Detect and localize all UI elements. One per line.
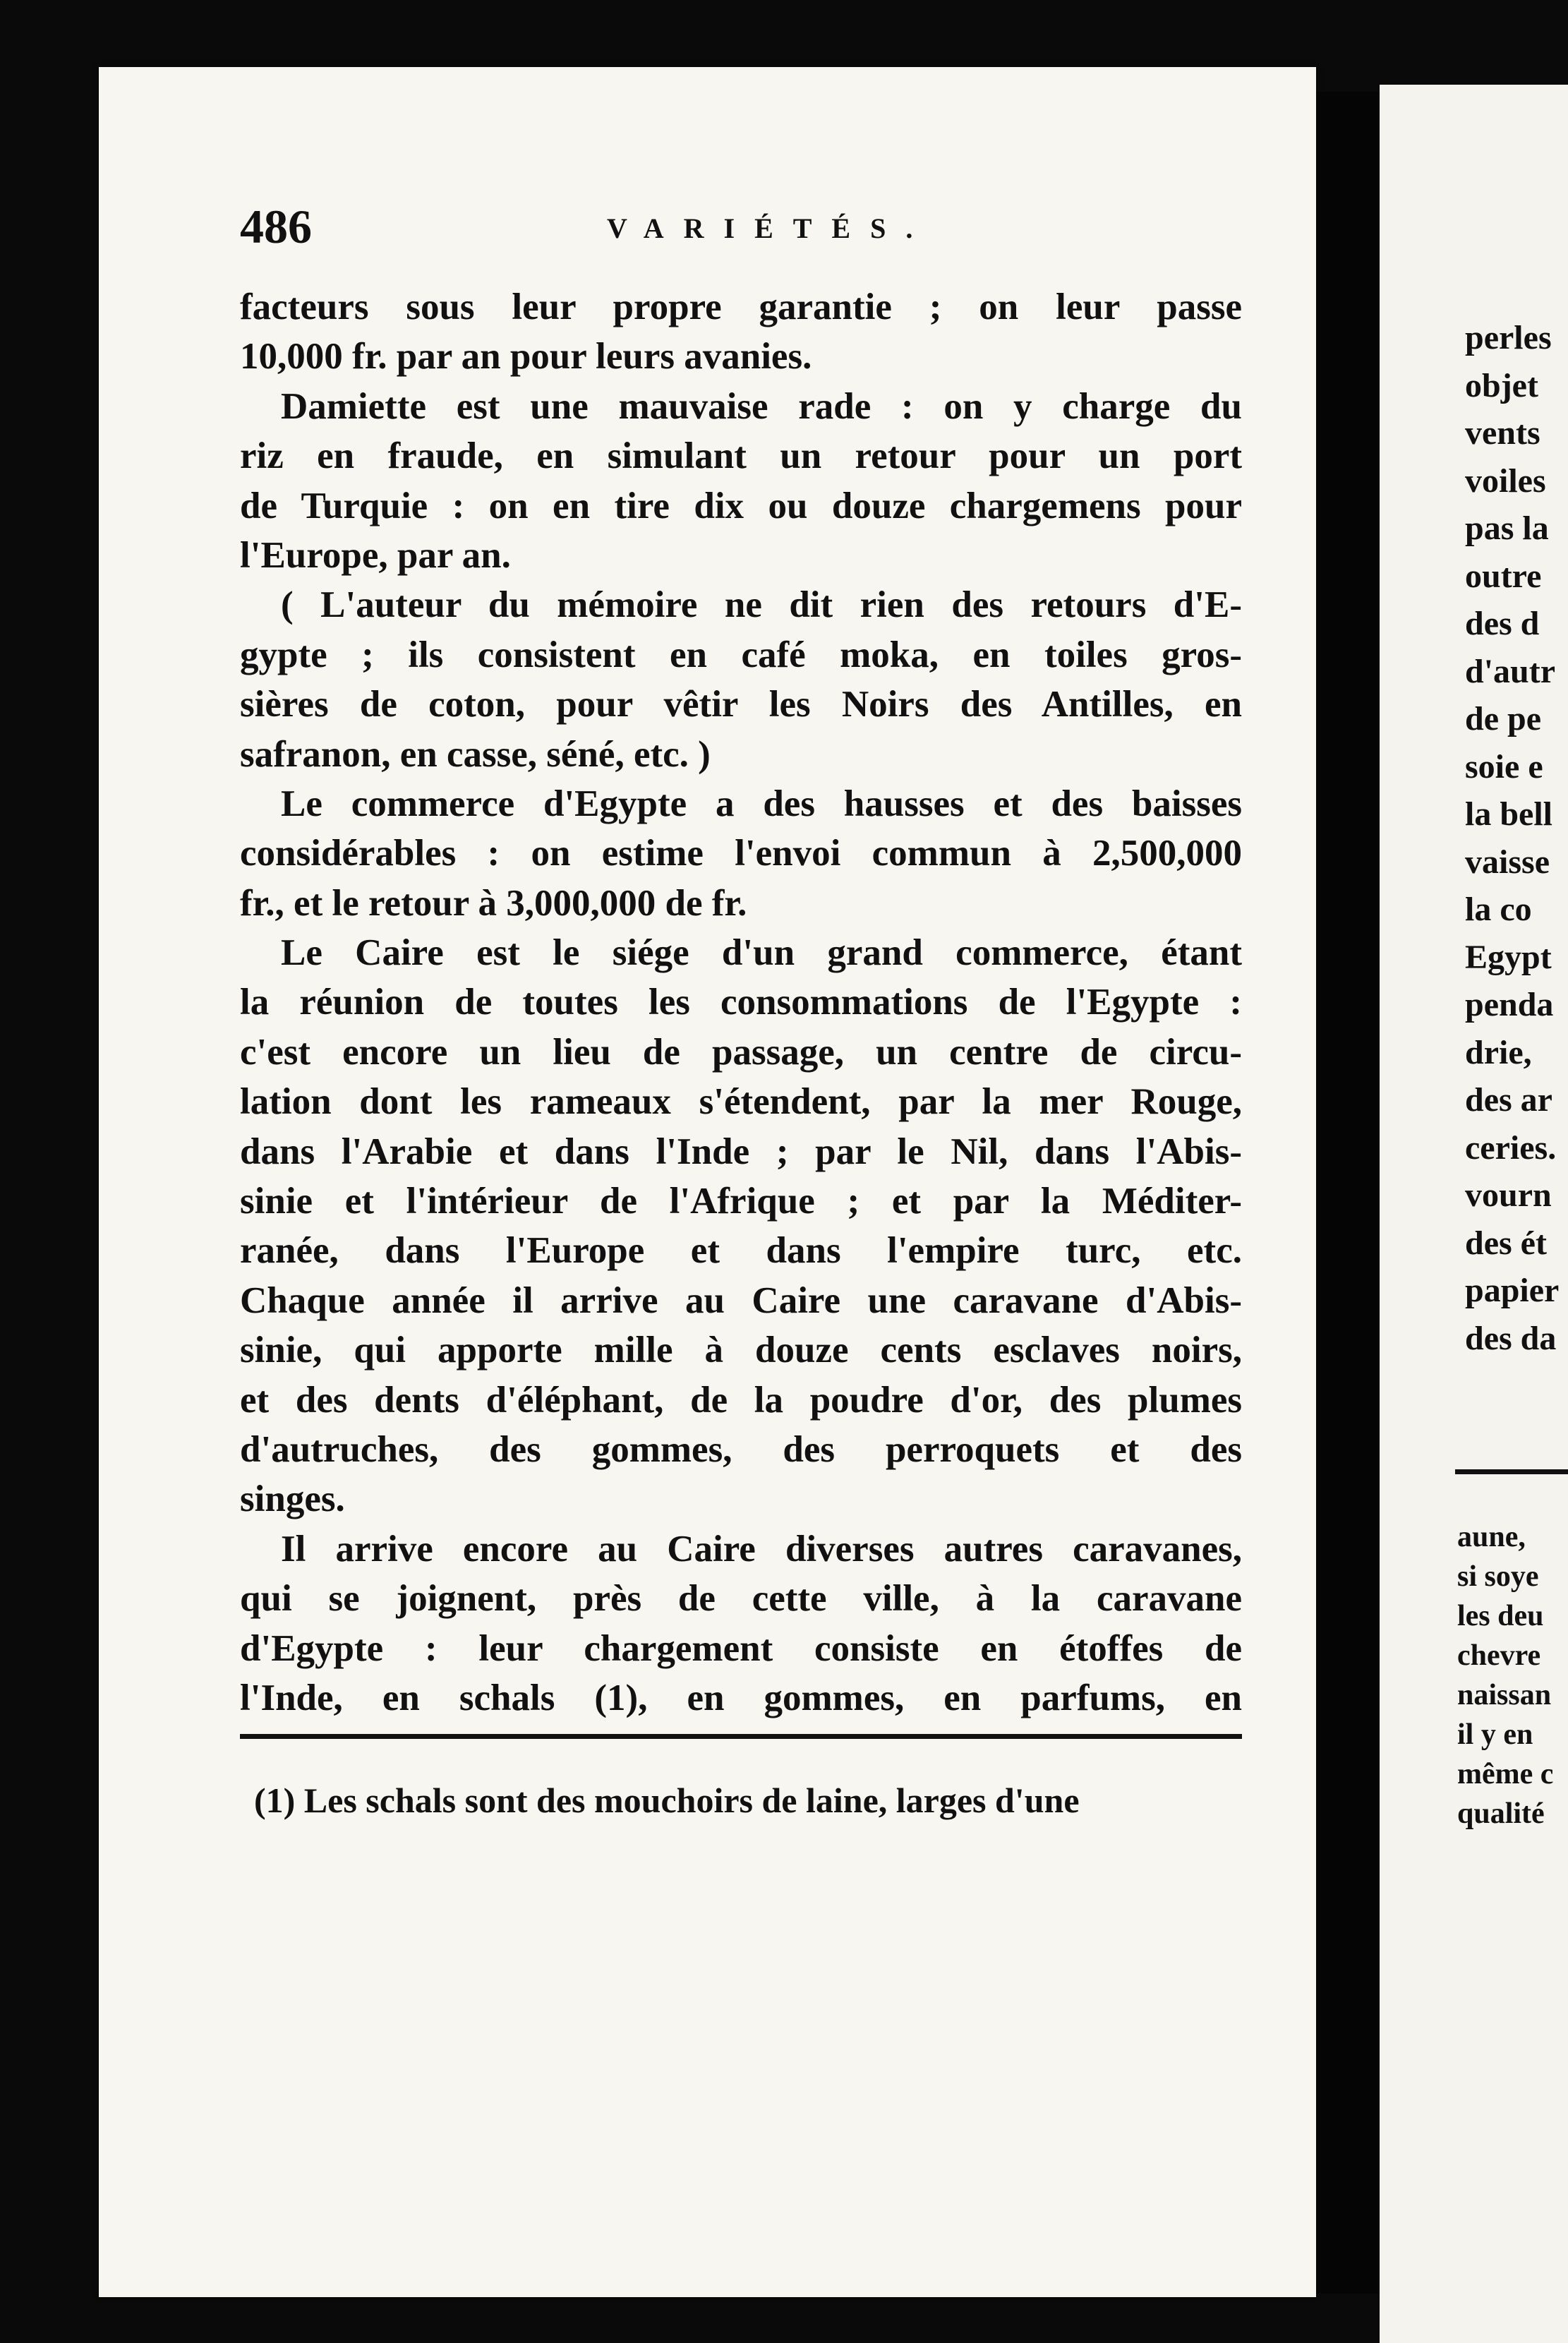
text-line: considérables : on estime l'envoi commun à 2,500,000 [240, 833, 1242, 874]
text-line: qui se joignent, près de cette ville, à la caravane [240, 1578, 1242, 1620]
facing-page-rule [1455, 1469, 1568, 1474]
facing-page-note-line: il y en [1457, 1718, 1533, 1751]
text-line: Damiette est une mauvaise rade : on y charge du [281, 385, 1242, 427]
facing-page-note-line: aune, [1457, 1521, 1526, 1553]
facing-page-line: outre [1465, 557, 1542, 595]
text-line: d'Egypte : leur chargement consiste en étoffes de [240, 1627, 1242, 1669]
footnote-rule [240, 1734, 1242, 1739]
text-line: gypte ; ils consistent en café moka, en toiles gros- [240, 634, 1242, 675]
text-line: Il arrive encore au Caire diverses autres caravanes, [281, 1528, 1242, 1570]
facing-page-notes [1457, 1517, 1568, 1833]
text-line: riz en fraude, en simulant un retour pour un port [240, 435, 1242, 477]
text-line: singes. [240, 1478, 345, 1520]
facing-page-line: vaisse [1465, 843, 1550, 881]
facing-page-line: papier [1465, 1272, 1560, 1309]
footnote: (1) Les schals sont des mouchoirs de laine, larges d'une [254, 1781, 1080, 1820]
facing-page-line: voiles [1465, 462, 1546, 500]
facing-page-line: vourn [1465, 1176, 1552, 1214]
facing-page-note-line: chevre [1457, 1639, 1541, 1672]
text-line: Le Caire est le siége d'un grand commerce, étant [281, 932, 1242, 974]
facing-page-line: vents [1465, 414, 1540, 452]
facing-page-line: des da [1465, 1319, 1557, 1357]
text-line: de Turquie : on en tire dix ou douze chargemens pour [240, 485, 1242, 526]
text-line: l'Inde, en schals (1), en gommes, en parfums, en [240, 1677, 1242, 1718]
page-number: 486 [240, 200, 312, 253]
text-line: Le commerce d'Egypte a des hausses et des baisses [281, 783, 1242, 824]
text-line: facteurs sous leur propre garantie ; on leur passe [240, 287, 1242, 327]
text-line: Chaque année il arrive au Caire une caravane d'Abis- [240, 1279, 1242, 1321]
facing-page-line: de pe [1465, 700, 1541, 737]
facing-page-note-line: les deu [1457, 1600, 1544, 1632]
facing-page-line: des d [1465, 605, 1540, 642]
facing-page-line: pas la [1465, 510, 1549, 547]
text-line: dans l'Arabie et dans l'Inde ; par le Nil, dans l'Abis- [240, 1131, 1242, 1172]
facing-page-line: d'autr [1465, 652, 1556, 690]
text-line: sinie, qui apporte mille à douze cents esclaves noirs, [240, 1330, 1242, 1371]
facing-page-text [1465, 314, 1563, 1362]
facing-page-line: Egypt [1465, 938, 1552, 976]
facing-page-line: des ar [1465, 1081, 1552, 1119]
running-head [240, 199, 1242, 255]
running-title: VARIÉTÉS. [607, 212, 933, 244]
facing-page-note-line: naissan [1457, 1679, 1552, 1711]
facing-page-line: des ét [1465, 1224, 1547, 1262]
facing-page-line: objet [1465, 366, 1538, 404]
text-line: sières de coton, pour vêtir les Noirs des Antilles, en [240, 684, 1242, 725]
text-line: la réunion de toutes les consommations de l'Egypte : [240, 982, 1242, 1023]
text-line: d'autruches, des gommes, des perroquets et des [240, 1428, 1242, 1470]
text-line: l'Europe, par an. [240, 534, 511, 576]
text-line: fr., et le retour à 3,000,000 de fr. [240, 882, 747, 924]
facing-page-line: la bell [1465, 795, 1553, 833]
text-line: 10,000 fr. par an pour leurs avanies. [240, 336, 812, 378]
text-line: ( L'auteur du mémoire ne dit rien des retours d'E- [281, 584, 1242, 626]
facing-page-line: drie, [1465, 1033, 1532, 1071]
book-gutter [1316, 92, 1380, 2294]
facing-page-line: penda [1465, 986, 1554, 1023]
facing-page-note-line: si soye [1457, 1560, 1539, 1593]
text-line: c'est encore un lieu de passage, un centre de circu- [240, 1031, 1242, 1073]
facing-page-line: perles [1465, 319, 1552, 356]
text-line: safranon, en casse, séné, etc. ) [240, 733, 711, 775]
text-line: ranée, dans l'Europe et dans l'empire turc, etc. [240, 1230, 1242, 1272]
facing-page-note-line: qualité [1457, 1797, 1545, 1830]
facing-page-line: soie e [1465, 747, 1543, 785]
text-line: sinie et l'intérieur de l'Afrique ; et par la Méditer- [240, 1181, 1242, 1222]
facing-page-line: la co [1465, 891, 1532, 928]
body-text [240, 282, 1242, 1723]
facing-page-line: ceries. [1465, 1128, 1557, 1167]
text-line: et des dents d'éléphant, de la poudre d'or, des plumes [240, 1379, 1242, 1421]
text-line: lation dont les rameaux s'étendent, par la mer Rouge, [240, 1081, 1242, 1123]
facing-page-note-line: même c [1457, 1758, 1554, 1790]
